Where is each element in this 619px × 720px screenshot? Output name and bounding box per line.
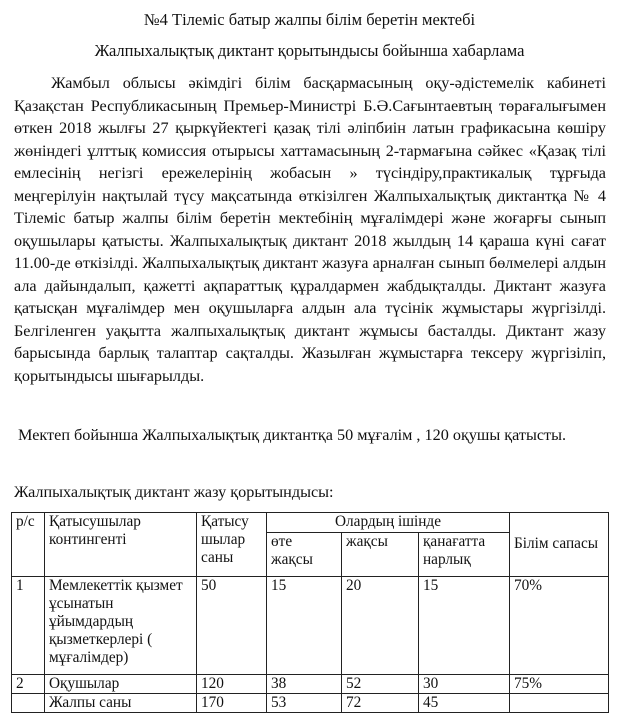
- header-quality: Білім сапасы: [514, 535, 599, 552]
- header-excellent: өте жақсы: [267, 533, 342, 577]
- cell-satisfactory: 30: [419, 675, 510, 694]
- cell-good: 72: [342, 694, 419, 713]
- cell-satisfactory: 45: [419, 694, 510, 713]
- table-row: [12, 675, 609, 694]
- cell-excellent: 15: [267, 577, 342, 675]
- table-row: [12, 577, 609, 675]
- paragraph-participants: [14, 424, 606, 447]
- header-among: Олардың ішінде: [267, 513, 510, 533]
- header-num: р/с: [12, 513, 45, 577]
- results-table: [11, 512, 609, 713]
- cell-contingent: Жалпы саны: [45, 694, 197, 713]
- paragraph-main: [14, 72, 606, 387]
- cell-good: 52: [342, 675, 419, 694]
- cell-num: 1: [12, 577, 45, 675]
- cell-quality: 70%: [510, 577, 609, 675]
- header-contingent: Қатысушылар контингенті: [45, 513, 197, 577]
- cell-excellent: 38: [267, 675, 342, 694]
- cell-num: [12, 694, 45, 713]
- cell-participants: 50: [197, 577, 267, 675]
- cell-contingent: Мемлекеттік қызмет ұсынатын ұйымдардың қызметкерлері ( мұғалімдер): [45, 577, 197, 675]
- cell-num: 2: [12, 675, 45, 694]
- header-quality-cell: [510, 513, 609, 577]
- cell-satisfactory: 15: [419, 577, 510, 675]
- paragraph-main-text: Жамбыл облысы әкімдігі білім басқармасының оқу-әдістемелік кабинеті Қазақстан Республикасының Премьер-Министрі Б.Ә.Сағынтаевтың төрағалығымен өткен 2018 жылғы 27 қыркүйектегі қазақ тілі әліпбиін латын графикасына көшіру жөніндегі ұлттық комиссия отырысы хаттамасының 2-тармағына сәйкес «Қазақ тілі емлесінің негізгі ережелерінің жобасын » түсіндіру,практикалық тұрғыда меңгерілуін нақтылай түсу мақсатында өткізілген Жалпыхалықтық диктантқа № 4 Тілеміс батыр жалпы білім беретін мектебінің мұғалімдері және жоғарғы сынып оқушылары қатысты. Жалпыхалықтық диктант 2018 жылдың 14 қараша күні сағат 11.00-де өткізілді. Жалпыхалықтық диктант жазуға арналған сынып бөлмелері алдын ала дайындалып, қажетті ақпараттық құралдармен жабдықталды. Диктант жазуға қатысқан мұғалімдер мен оқушыларға алдын ала түсінік жұмыстары жүргізілді. Белгіленген уақытта жалпыхалықтық диктант жұмысы басталды. Диктант жазу барысында барлық талаптар сақталды. Жазылған жұмыстарға тексеру жүргізіліп, қорытындысы шығарылды.: [14, 74, 606, 385]
- document-subtitle: Жалпыхалықтық диктант қорытындысы бойынша хабарлама: [94, 41, 525, 60]
- header-satisfactory: қанағатта нарлық: [419, 533, 510, 577]
- header-good: жақсы: [342, 533, 419, 577]
- cell-quality: [510, 694, 609, 713]
- table-row-total: [12, 694, 609, 713]
- cell-good: 20: [342, 577, 419, 675]
- paragraph-participants-text: Мектеп бойынша Жалпыхалықтық диктантқа 50 мұғалім , 120 оқушы қатысты.: [18, 426, 567, 444]
- cell-quality: 75%: [510, 675, 609, 694]
- document-title: №4 Тілеміс батыр жалпы білім беретін мектебі: [143, 10, 476, 29]
- cell-excellent: 53: [267, 694, 342, 713]
- cell-participants: 120: [197, 675, 267, 694]
- table-caption: Жалпыхалықтық диктант жазу қорытындысы:: [14, 483, 334, 501]
- header-participants: Қатысу шылар саны: [197, 513, 267, 577]
- cell-contingent: Оқушылар: [45, 675, 197, 694]
- cell-participants: 170: [197, 694, 267, 713]
- table-header-row: [12, 513, 609, 533]
